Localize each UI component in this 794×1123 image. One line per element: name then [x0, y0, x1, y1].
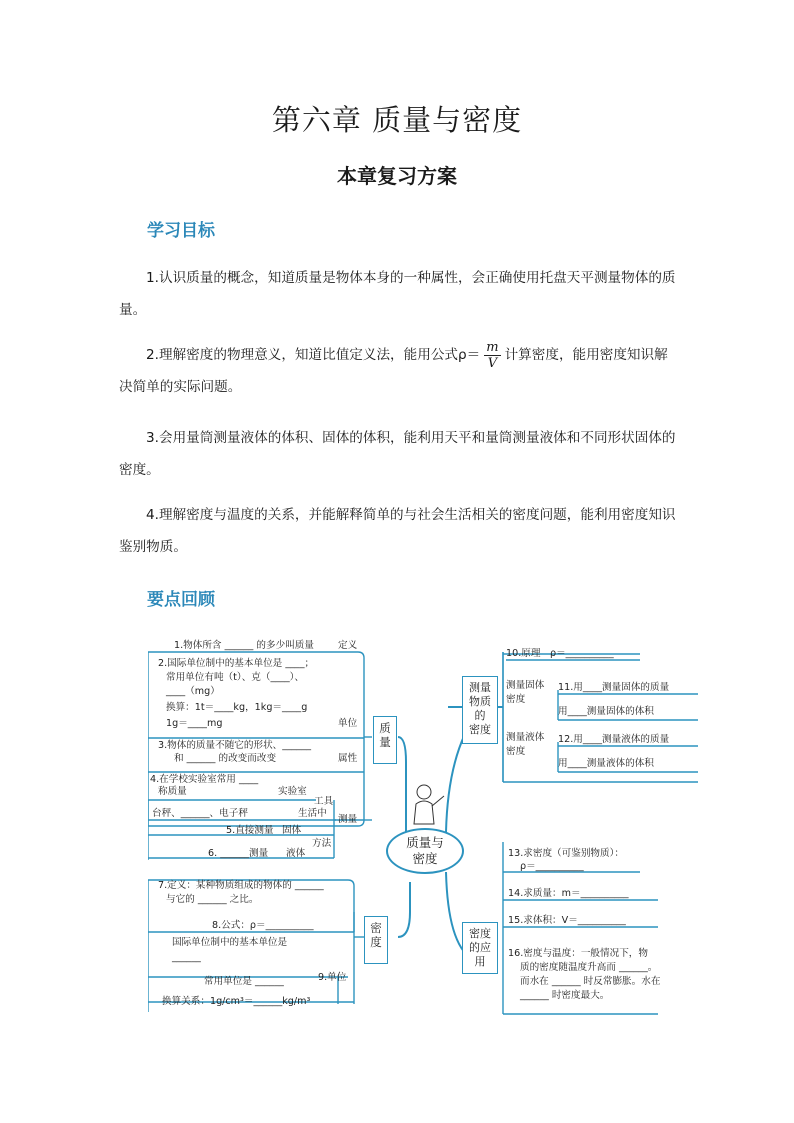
- density-si-blank: ______: [172, 952, 201, 963]
- density-si-unit: 国际单位制中的基本单位是: [172, 937, 288, 948]
- mind-map: [148, 632, 698, 1022]
- measure-item-10: 10.原理: [506, 648, 541, 659]
- center-line-2: 密度: [412, 851, 438, 866]
- mass-item-1: 1.物体所含 ______ 的多少叫质量: [174, 640, 314, 651]
- objective-2-text-a: 2.理解密度的物理意义，知道比值定义法，能用公式ρ＝: [146, 347, 481, 363]
- mass-unit-label: 单位: [338, 718, 358, 729]
- density-common-unit: 常用单位是 ______: [204, 976, 284, 987]
- mass-node-label: 质量: [379, 721, 391, 749]
- review-heading: 要点回顾: [147, 590, 215, 610]
- md-line-2: 物质: [469, 695, 491, 708]
- app-item-13-l2: ρ＝__________: [520, 861, 584, 872]
- mass-tool-label: 工具: [314, 796, 334, 807]
- md-line-4: 密度: [469, 723, 491, 736]
- density-item-7-l1: 7.定义：某种物质组成的物体的 ______: [158, 880, 324, 891]
- mass-item-3-l2: 和 ______ 的改变而改变: [174, 753, 277, 764]
- formula-denominator: V: [487, 355, 498, 371]
- mass-item-5: 5.直接测量: [226, 825, 274, 836]
- density-node: [364, 916, 388, 964]
- density-item-9: 9.单位: [318, 972, 347, 983]
- md-line-3: 的: [474, 709, 486, 722]
- density-convert: 换算关系：1g/cm³＝______kg/m³: [162, 996, 311, 1007]
- density-app-node: [462, 922, 498, 974]
- density-item-8: 8.公式：ρ＝__________: [212, 920, 314, 931]
- density-formula: [484, 340, 500, 371]
- objective-3: 3.会用量筒测量液体的体积、固体的体积，能利用天平和量筒测量液体和不同形状固体的密度。: [119, 430, 676, 478]
- mass-liquid-label: 液体: [286, 848, 306, 859]
- measure-item-12a: 12.用____测量液体的质量: [558, 734, 670, 745]
- da-line-2: 的应: [469, 941, 491, 954]
- app-item-16-l2: 质的密度随温度升高而 ______。: [520, 962, 658, 973]
- formula-numerator: m: [486, 339, 499, 355]
- mass-item-3-l1: 3.物体的质量不随它的形状、______: [158, 740, 312, 751]
- measure-item-11b: 用____测量固体的体积: [558, 706, 654, 717]
- app-item-16-l1: 16.密度与温度：一般情况下，物: [508, 948, 648, 959]
- objective-2-text-b: 计算密度，能用密度知识解决简单的实际问题。: [119, 347, 668, 395]
- measure-solid-l2: 密度: [506, 694, 526, 705]
- density-item-7-l2: 与它的 ______ 之比。: [166, 894, 259, 905]
- app-item-16-l4: ______ 时密度最大。: [520, 990, 610, 1001]
- center-line-1: 质量与: [406, 835, 444, 850]
- md-line-1: 测量: [469, 681, 491, 694]
- objective-4: 4.理解密度与温度的关系，并能解释简单的与社会生活相关的密度问题，能利用密度知识鉴别物质。: [119, 507, 676, 555]
- center-topic: [386, 828, 464, 874]
- mass-item-2-l3: ____（mg）: [166, 686, 220, 697]
- mass-solid-label: 固体: [282, 825, 302, 836]
- objective-1: 1.认识质量的概念，知道质量是物体本身的一种属性，会正确使用托盘天平测量物体的质量。: [119, 270, 676, 318]
- density-node-label: 密度: [370, 921, 382, 949]
- mass-item-4-l1: 4.在学校实验室常用 ____: [150, 774, 259, 785]
- measure-rho: ρ＝__________: [550, 648, 614, 659]
- page-subtitle: 本章复习方案: [337, 164, 457, 188]
- da-line-1: 密度: [469, 927, 491, 940]
- mass-node: [373, 716, 397, 764]
- mass-life-tools: 台秤、______、电子秤: [152, 808, 248, 819]
- mass-item-2-l4: 换算：1t＝____kg，1kg＝____g: [166, 702, 308, 713]
- mass-def-label: 定义: [338, 640, 358, 651]
- objective-2: [119, 339, 681, 403]
- measure-solid-l1: 测量固体: [506, 680, 545, 691]
- mass-attr-label: 属性: [338, 753, 358, 764]
- mass-item-6: 6. ______测量: [208, 848, 269, 859]
- app-item-15: 15.求体积：V＝__________: [508, 915, 626, 926]
- mass-lab-label: 实验室: [278, 786, 307, 797]
- mass-method-label: 方法: [312, 838, 332, 849]
- da-line-3: 用: [474, 955, 486, 968]
- measure-liquid-l1: 测量液体: [506, 732, 545, 743]
- app-item-16-l3: 而水在 ______ 时反常膨胀。水在: [520, 976, 661, 987]
- chapter-title: 第六章 质量与密度: [271, 103, 523, 137]
- teacher-icon: [406, 782, 446, 828]
- objectives-heading: 学习目标: [147, 221, 215, 241]
- measure-item-11a: 11.用____测量固体的质量: [558, 682, 670, 693]
- app-item-14: 14.求质量：m＝__________: [508, 888, 629, 899]
- mass-item-2-l2: 常用单位有吨（t）、克（____）、: [166, 672, 305, 683]
- measure-density-node: [462, 676, 498, 744]
- mass-measure-label: 测量: [338, 814, 358, 825]
- measure-liquid-l2: 密度: [506, 746, 526, 757]
- mass-item-2-l1: 2.国际单位制中的基本单位是 ____；: [158, 658, 315, 669]
- mass-life-label: 生活中: [298, 808, 327, 819]
- mass-item-4-l2: 称质量: [158, 786, 187, 797]
- measure-item-12b: 用____测量液体的体积: [558, 758, 654, 769]
- mass-item-2-l5: 1g＝____mg: [166, 718, 223, 729]
- app-item-13-l1: 13.求密度（可鉴别物质）：: [508, 848, 624, 859]
